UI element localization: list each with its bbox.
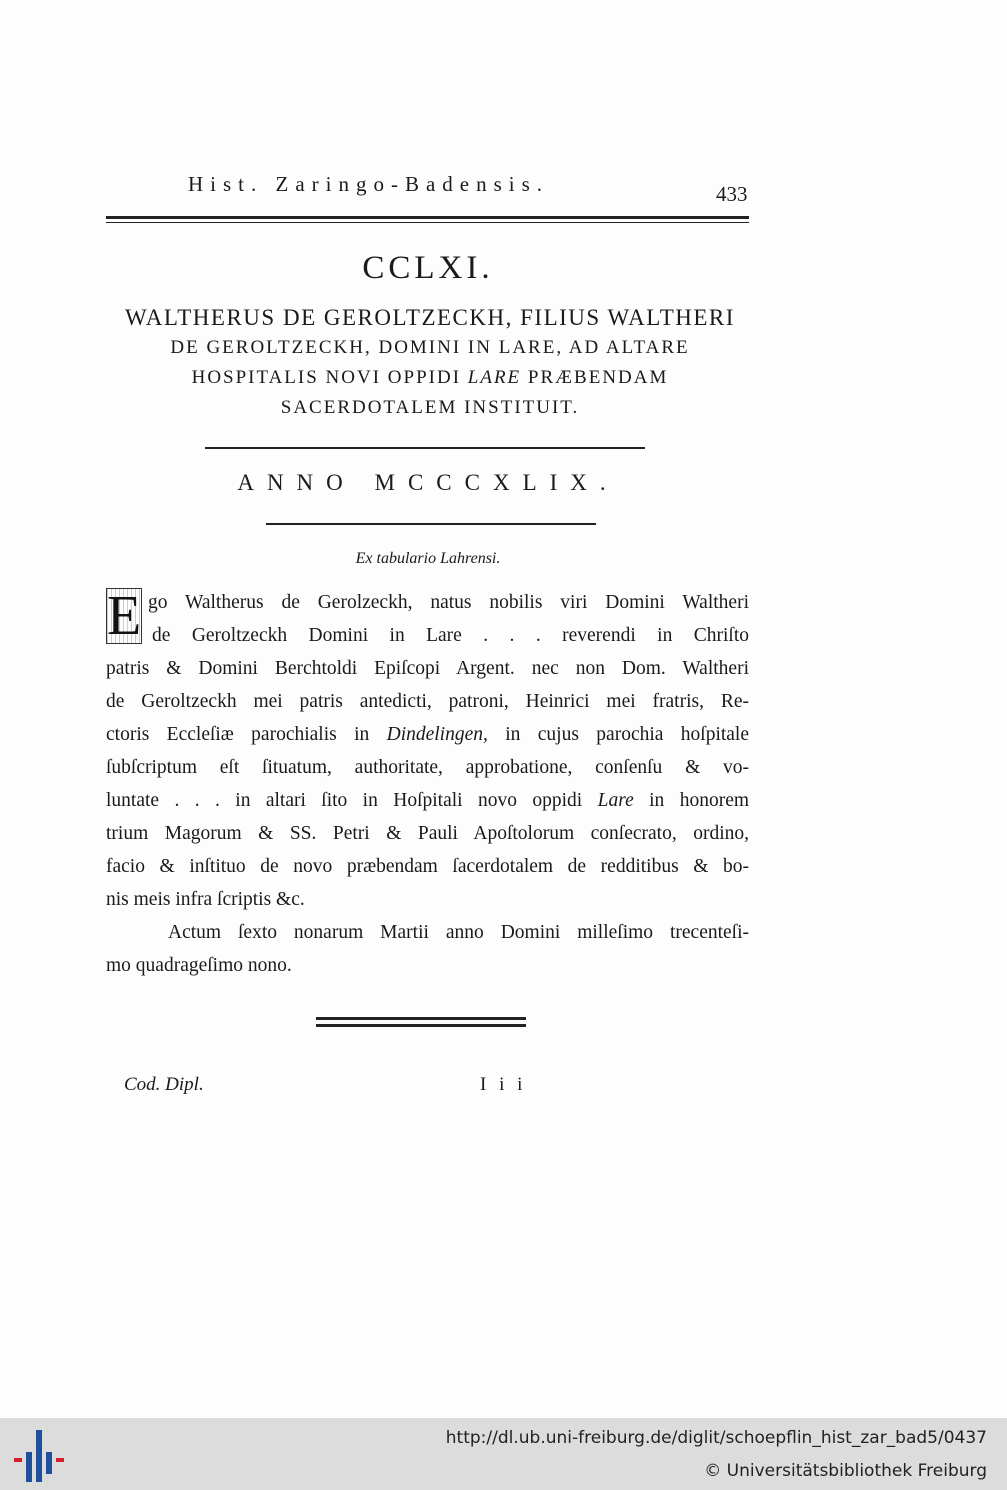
chapter-title (100, 303, 760, 423)
body-line-12: mo quadrageſimo nono. (106, 955, 292, 976)
signature-mark: I i i (480, 1074, 527, 1095)
title-italic-lare: LARE (467, 367, 522, 388)
italic-lare: Lare (597, 790, 634, 811)
body-line-1: go Waltherus de Gerolzeckh, natus nobilis viri Domini Waltheri (148, 592, 749, 613)
catchword-cod-dipl: Cod. Dipl. (124, 1074, 204, 1095)
body-line-3: patris & Domini Berchtoldi Epiſcopi Argent. nec non Dom. Waltheri (106, 658, 749, 679)
title-line-4: SACERDOTALEM INSTITUIT. (280, 397, 580, 418)
running-head: Hist. Zaringo-Badensis. (188, 172, 550, 196)
body-line-7: luntate . . . in altari ſito in Hoſpitali novo oppidi Lare in honorem (106, 790, 750, 811)
end-rule (316, 1017, 526, 1027)
source-note: Ex tabulario Lahrensi. (355, 550, 501, 567)
title-line-2: DE GEROLTZECKH, DOMINI IN LARE, AD ALTARE (170, 337, 690, 358)
anno-year: ANNO MCCCXLIX. (237, 470, 619, 495)
body-line-9: facio & inſtituo de novo præbendam ſacerdotalem de redditibus & bo- (106, 856, 749, 877)
title-rule (205, 447, 645, 449)
body-line-8: trium Magorum & SS. Petri & Pauli Apoſtolorum conſecrato, ordino, (106, 823, 749, 844)
document-url-link[interactable]: http://dl.ub.uni-freiburg.de/diglit/schoepflin_hist_zar_bad5/0437 (445, 1428, 987, 1448)
copyright-notice: © Universitätsbibliothek Freiburg (704, 1461, 987, 1481)
page-number: 433 (716, 182, 748, 206)
chapter-number: CCLXI. (362, 250, 494, 286)
title-line-1: WALTHERUS DE GEROLTZECKH, FILIUS WALTHERI (125, 305, 735, 330)
body-line-5: ctoris Eccleſiæ parochialis in Dindelingen, in cujus parochia hoſpitale (106, 724, 750, 745)
title-line-3: HOSPITALIS NOVI OPPIDI LARE PRÆBENDAM (191, 367, 669, 388)
drop-cap: E (107, 585, 142, 647)
anno-rule (266, 523, 596, 525)
body-line-4: de Geroltzeckh mei patris antedicti, patroni, Heinrici mei fratris, Re- (106, 691, 749, 712)
body-line-10: nis meis infra ſcriptis &c. (106, 889, 305, 910)
body-line-2: de Geroltzeckh Domini in Lare . . . reverendi in Chriſto (152, 625, 749, 646)
italic-dindelingen: Dindelingen, (386, 724, 488, 745)
body-line-6: ſubſcriptum eſt ſituatum, authoritate, approbatione, conſenſu & vo- (106, 757, 749, 778)
ub-freiburg-logo-icon[interactable] (14, 1430, 64, 1482)
body-text (106, 586, 749, 982)
header-rule (106, 216, 749, 223)
body-line-11: Actum ſexto nonarum Martii anno Domini milleſimo trecenteſi- (168, 922, 749, 943)
